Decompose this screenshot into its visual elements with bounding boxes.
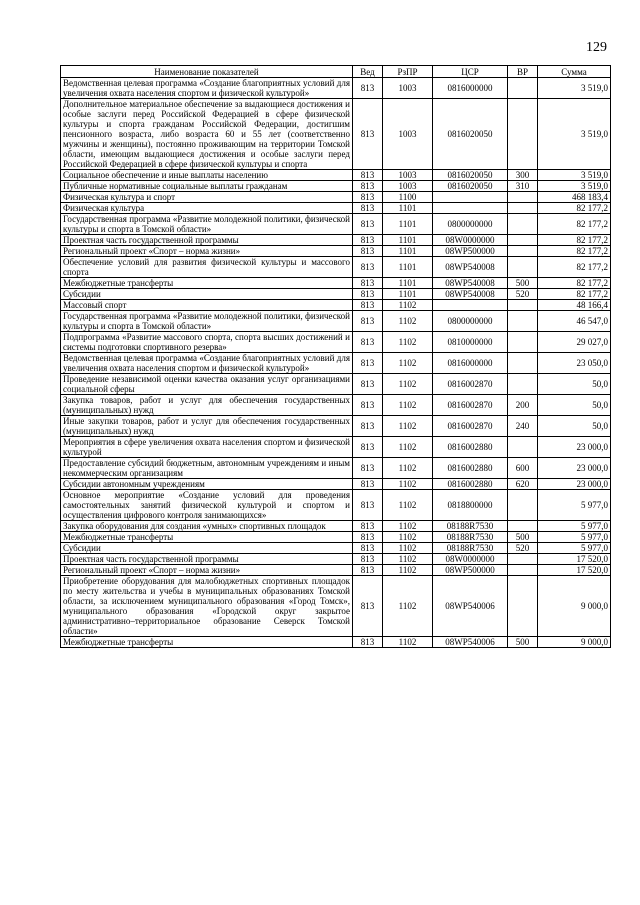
cell-rzpr: 1102	[383, 300, 433, 311]
cell-vr	[508, 78, 538, 99]
table-row	[61, 192, 611, 203]
cell-csr: 0800000000	[433, 311, 508, 332]
table-row	[61, 565, 611, 576]
cell-sum: 5 977,0	[538, 543, 611, 554]
cell-ved: 813	[353, 437, 383, 458]
cell-rzpr: 1102	[383, 458, 433, 479]
cell-rzpr: 1102	[383, 353, 433, 374]
cell-vr	[508, 374, 538, 395]
cell-csr: 08WP540008	[433, 289, 508, 300]
cell-vr	[508, 99, 538, 170]
table-row	[61, 490, 611, 521]
cell-rzpr: 1102	[383, 490, 433, 521]
cell-sum: 82 177,2	[538, 214, 611, 235]
cell-rzpr: 1102	[383, 576, 433, 637]
cell-sum: 82 177,2	[538, 246, 611, 257]
cell-rzpr: 1101	[383, 203, 433, 214]
cell-name: Иные закупки товаров, работ и услуг для обеспечения государственных (муниципальных) нужд	[61, 416, 353, 437]
table-row	[61, 257, 611, 278]
cell-csr: 0810000000	[433, 332, 508, 353]
cell-name: Обеспечение условий для развития физической культуры и массового спорта	[61, 257, 353, 278]
cell-ved: 813	[353, 490, 383, 521]
cell-sum: 3 519,0	[538, 99, 611, 170]
cell-name: Закупка товаров, работ и услуг для обеспечения государственных (муниципальных) нужд	[61, 395, 353, 416]
cell-name: Проведение независимой оценки качества оказания услуг организациями социальной сферы	[61, 374, 353, 395]
cell-csr: 0816002880	[433, 437, 508, 458]
cell-sum: 82 177,2	[538, 289, 611, 300]
cell-vr	[508, 565, 538, 576]
cell-sum: 9 000,0	[538, 576, 611, 637]
cell-vr: 500	[508, 637, 538, 648]
cell-sum: 82 177,2	[538, 235, 611, 246]
cell-name: Ведомственная целевая программа «Создание благоприятных условий для увеличения охвата населения спортом и физической культурой»	[61, 353, 353, 374]
cell-name: Физическая культура и спорт	[61, 192, 353, 203]
cell-sum: 5 977,0	[538, 521, 611, 532]
cell-ved: 813	[353, 395, 383, 416]
cell-ved: 813	[353, 99, 383, 170]
cell-sum: 23 050,0	[538, 353, 611, 374]
cell-sum: 46 547,0	[538, 311, 611, 332]
cell-name: Региональный проект «Спорт – норма жизни»	[61, 246, 353, 257]
cell-rzpr: 1102	[383, 637, 433, 648]
cell-rzpr: 1102	[383, 521, 433, 532]
cell-rzpr: 1102	[383, 374, 433, 395]
cell-rzpr: 1102	[383, 311, 433, 332]
cell-ved: 813	[353, 637, 383, 648]
cell-sum: 23 000,0	[538, 437, 611, 458]
table-row	[61, 353, 611, 374]
cell-vr: 300	[508, 170, 538, 181]
cell-csr: 08WP500000	[433, 565, 508, 576]
cell-vr	[508, 203, 538, 214]
cell-ved: 813	[353, 416, 383, 437]
cell-csr: 08WP540008	[433, 278, 508, 289]
table-row	[61, 300, 611, 311]
cell-sum: 468 183,4	[538, 192, 611, 203]
header-rzpr: РзПР	[383, 66, 433, 78]
cell-vr	[508, 214, 538, 235]
cell-name: Основное мероприятие «Создание условий для проведения самостоятельных занятий физической культурой и спортом и осуществления цифрового контроля занимающихся»	[61, 490, 353, 521]
cell-ved: 813	[353, 192, 383, 203]
cell-sum: 48 166,4	[538, 300, 611, 311]
cell-rzpr: 1003	[383, 99, 433, 170]
cell-ved: 813	[353, 214, 383, 235]
cell-ved: 813	[353, 532, 383, 543]
cell-rzpr: 1102	[383, 479, 433, 490]
cell-ved: 813	[353, 257, 383, 278]
cell-csr: 08WP540006	[433, 637, 508, 648]
cell-csr	[433, 300, 508, 311]
cell-rzpr: 1101	[383, 235, 433, 246]
cell-csr: 08188R7530	[433, 521, 508, 532]
table-row	[61, 278, 611, 289]
cell-vr	[508, 490, 538, 521]
cell-csr: 0816020050	[433, 170, 508, 181]
cell-ved: 813	[353, 353, 383, 374]
cell-name: Субсидии автономным учреждениям	[61, 479, 353, 490]
table-header-row	[61, 66, 611, 78]
cell-ved: 813	[353, 235, 383, 246]
table-row	[61, 554, 611, 565]
cell-csr: 08W0000000	[433, 235, 508, 246]
cell-rzpr: 1102	[383, 543, 433, 554]
cell-sum: 23 000,0	[538, 479, 611, 490]
cell-rzpr: 1003	[383, 181, 433, 192]
header-vr: ВР	[508, 66, 538, 78]
cell-vr	[508, 332, 538, 353]
cell-rzpr: 1102	[383, 437, 433, 458]
table-row	[61, 181, 611, 192]
cell-sum: 50,0	[538, 374, 611, 395]
cell-rzpr: 1101	[383, 278, 433, 289]
cell-name: Приобретение оборудования для малобюджетных спортивных площадок по месту жительства и учебы в муниципальных образованиях Томской области, за исключением муниципального образования «Город Томск», муниципального образования «Городской округ закрытое административно–территориальное образование Северск Томской области»	[61, 576, 353, 637]
cell-sum: 82 177,2	[538, 203, 611, 214]
cell-csr: 0816000000	[433, 353, 508, 374]
cell-sum: 17 520,0	[538, 565, 611, 576]
cell-ved: 813	[353, 374, 383, 395]
cell-sum: 5 977,0	[538, 532, 611, 543]
table-row	[61, 521, 611, 532]
cell-name: Социальное обеспечение и иные выплаты населению	[61, 170, 353, 181]
table-row	[61, 332, 611, 353]
cell-ved: 813	[353, 78, 383, 99]
table-row	[61, 479, 611, 490]
cell-rzpr: 1102	[383, 532, 433, 543]
table-row	[61, 246, 611, 257]
cell-name: Подпрограмма «Развитие массового спорта, спорта высших достижений и системы подготовки спортивного резерва»	[61, 332, 353, 353]
cell-csr: 08WP540008	[433, 257, 508, 278]
cell-csr: 0818800000	[433, 490, 508, 521]
cell-ved: 813	[353, 458, 383, 479]
cell-csr: 0816002870	[433, 395, 508, 416]
header-sum: Сумма	[538, 66, 611, 78]
cell-rzpr: 1003	[383, 78, 433, 99]
cell-name: Предоставление субсидий бюджетным, автономным учреждениям и иным некоммерческим организациям	[61, 458, 353, 479]
cell-rzpr: 1003	[383, 170, 433, 181]
cell-name: Государственная программа «Развитие молодежной политики, физической культуры и спорта в Томской области»	[61, 214, 353, 235]
cell-vr	[508, 311, 538, 332]
header-ved: Вед	[353, 66, 383, 78]
cell-csr: 0816020050	[433, 99, 508, 170]
cell-csr: 0816002880	[433, 458, 508, 479]
cell-name: Межбюджетные трансферты	[61, 278, 353, 289]
cell-vr	[508, 437, 538, 458]
table-row	[61, 99, 611, 170]
table-row	[61, 543, 611, 554]
cell-name: Закупка оборудования для создания «умных» спортивных площадок	[61, 521, 353, 532]
table-row	[61, 374, 611, 395]
cell-sum: 3 519,0	[538, 170, 611, 181]
table-row	[61, 235, 611, 246]
cell-vr: 520	[508, 543, 538, 554]
cell-vr: 240	[508, 416, 538, 437]
cell-sum: 29 027,0	[538, 332, 611, 353]
cell-rzpr: 1101	[383, 246, 433, 257]
cell-sum: 50,0	[538, 416, 611, 437]
cell-ved: 813	[353, 311, 383, 332]
cell-vr: 500	[508, 532, 538, 543]
table-row	[61, 437, 611, 458]
cell-vr	[508, 300, 538, 311]
cell-vr	[508, 235, 538, 246]
cell-csr: 0816002880	[433, 479, 508, 490]
header-name: Наименование показателей	[61, 66, 353, 78]
cell-vr	[508, 554, 538, 565]
table-body	[61, 78, 611, 648]
cell-sum: 82 177,2	[538, 278, 611, 289]
table-row	[61, 458, 611, 479]
cell-ved: 813	[353, 479, 383, 490]
cell-csr: 0816002870	[433, 374, 508, 395]
header-csr: ЦСР	[433, 66, 508, 78]
cell-ved: 813	[353, 246, 383, 257]
cell-vr: 200	[508, 395, 538, 416]
cell-name: Субсидии	[61, 543, 353, 554]
table-row	[61, 214, 611, 235]
cell-vr	[508, 246, 538, 257]
cell-name: Проектная часть государственной программы	[61, 554, 353, 565]
cell-ved: 813	[353, 289, 383, 300]
cell-ved: 813	[353, 300, 383, 311]
cell-name: Дополнительное материальное обеспечение за выдающиеся достижения и особые заслуги перед Российской Федерацией в сфере физической культуры и спорта гражданам Российской Федерации, достигшим пенсионного возраста, либо возраста 60 и 55 лет (соответственно мужчины и женщины), постоянно проживающим на территории Томской области, имеющим выдающиеся достижения и особые заслуги перед Российской Федерацией в сфере физической культуры и спорта	[61, 99, 353, 170]
cell-name: Ведомственная целевая программа «Создание благоприятных условий для увеличения охвата населения спортом и физической культурой»	[61, 78, 353, 99]
cell-vr	[508, 353, 538, 374]
cell-csr: 08WP500000	[433, 246, 508, 257]
cell-csr	[433, 203, 508, 214]
budget-table	[60, 65, 611, 648]
cell-sum: 17 520,0	[538, 554, 611, 565]
cell-rzpr: 1101	[383, 289, 433, 300]
cell-rzpr: 1102	[383, 332, 433, 353]
cell-name: Физическая культура	[61, 203, 353, 214]
cell-sum: 5 977,0	[538, 490, 611, 521]
cell-ved: 813	[353, 576, 383, 637]
cell-vr: 620	[508, 479, 538, 490]
cell-vr	[508, 521, 538, 532]
table-row	[61, 170, 611, 181]
cell-rzpr: 1102	[383, 565, 433, 576]
cell-name: Государственная программа «Развитие молодежной политики, физической культуры и спорта в Томской области»	[61, 311, 353, 332]
cell-sum: 23 000,0	[538, 458, 611, 479]
cell-csr: 08WP540006	[433, 576, 508, 637]
cell-vr: 600	[508, 458, 538, 479]
cell-csr: 08W0000000	[433, 554, 508, 565]
cell-ved: 813	[353, 521, 383, 532]
cell-sum: 82 177,2	[538, 257, 611, 278]
table-row	[61, 289, 611, 300]
table-row	[61, 78, 611, 99]
cell-name: Субсидии	[61, 289, 353, 300]
cell-csr: 0816020050	[433, 181, 508, 192]
cell-name: Проектная часть государственной программы	[61, 235, 353, 246]
table-row	[61, 576, 611, 637]
cell-csr: 08188R7530	[433, 532, 508, 543]
cell-sum: 3 519,0	[538, 181, 611, 192]
table-row	[61, 203, 611, 214]
cell-rzpr: 1102	[383, 554, 433, 565]
cell-ved: 813	[353, 181, 383, 192]
cell-ved: 813	[353, 170, 383, 181]
cell-rzpr: 1100	[383, 192, 433, 203]
cell-csr: 0800000000	[433, 214, 508, 235]
table-row	[61, 532, 611, 543]
cell-rzpr: 1102	[383, 416, 433, 437]
cell-vr	[508, 576, 538, 637]
cell-name: Региональный проект «Спорт – норма жизни»	[61, 565, 353, 576]
cell-vr: 310	[508, 181, 538, 192]
cell-ved: 813	[353, 543, 383, 554]
cell-ved: 813	[353, 203, 383, 214]
table-row	[61, 637, 611, 648]
table-row	[61, 416, 611, 437]
cell-sum: 3 519,0	[538, 78, 611, 99]
cell-vr: 520	[508, 289, 538, 300]
cell-rzpr: 1101	[383, 257, 433, 278]
cell-vr	[508, 192, 538, 203]
cell-name: Мероприятия в сфере увеличения охвата населения спортом и физической культурой	[61, 437, 353, 458]
cell-sum: 50,0	[538, 395, 611, 416]
table-row	[61, 395, 611, 416]
cell-name: Межбюджетные трансферты	[61, 637, 353, 648]
cell-ved: 813	[353, 565, 383, 576]
cell-rzpr: 1101	[383, 214, 433, 235]
cell-name: Публичные нормативные социальные выплаты гражданам	[61, 181, 353, 192]
cell-rzpr: 1102	[383, 395, 433, 416]
cell-ved: 813	[353, 332, 383, 353]
cell-vr: 500	[508, 278, 538, 289]
cell-name: Массовый спорт	[61, 300, 353, 311]
cell-csr	[433, 192, 508, 203]
cell-vr	[508, 257, 538, 278]
cell-csr: 0816002870	[433, 416, 508, 437]
table-row	[61, 311, 611, 332]
page-number: 129	[586, 40, 607, 55]
cell-sum: 9 000,0	[538, 637, 611, 648]
cell-name: Межбюджетные трансферты	[61, 532, 353, 543]
cell-ved: 813	[353, 554, 383, 565]
cell-csr: 0816000000	[433, 78, 508, 99]
cell-ved: 813	[353, 278, 383, 289]
cell-csr: 08188R7530	[433, 543, 508, 554]
